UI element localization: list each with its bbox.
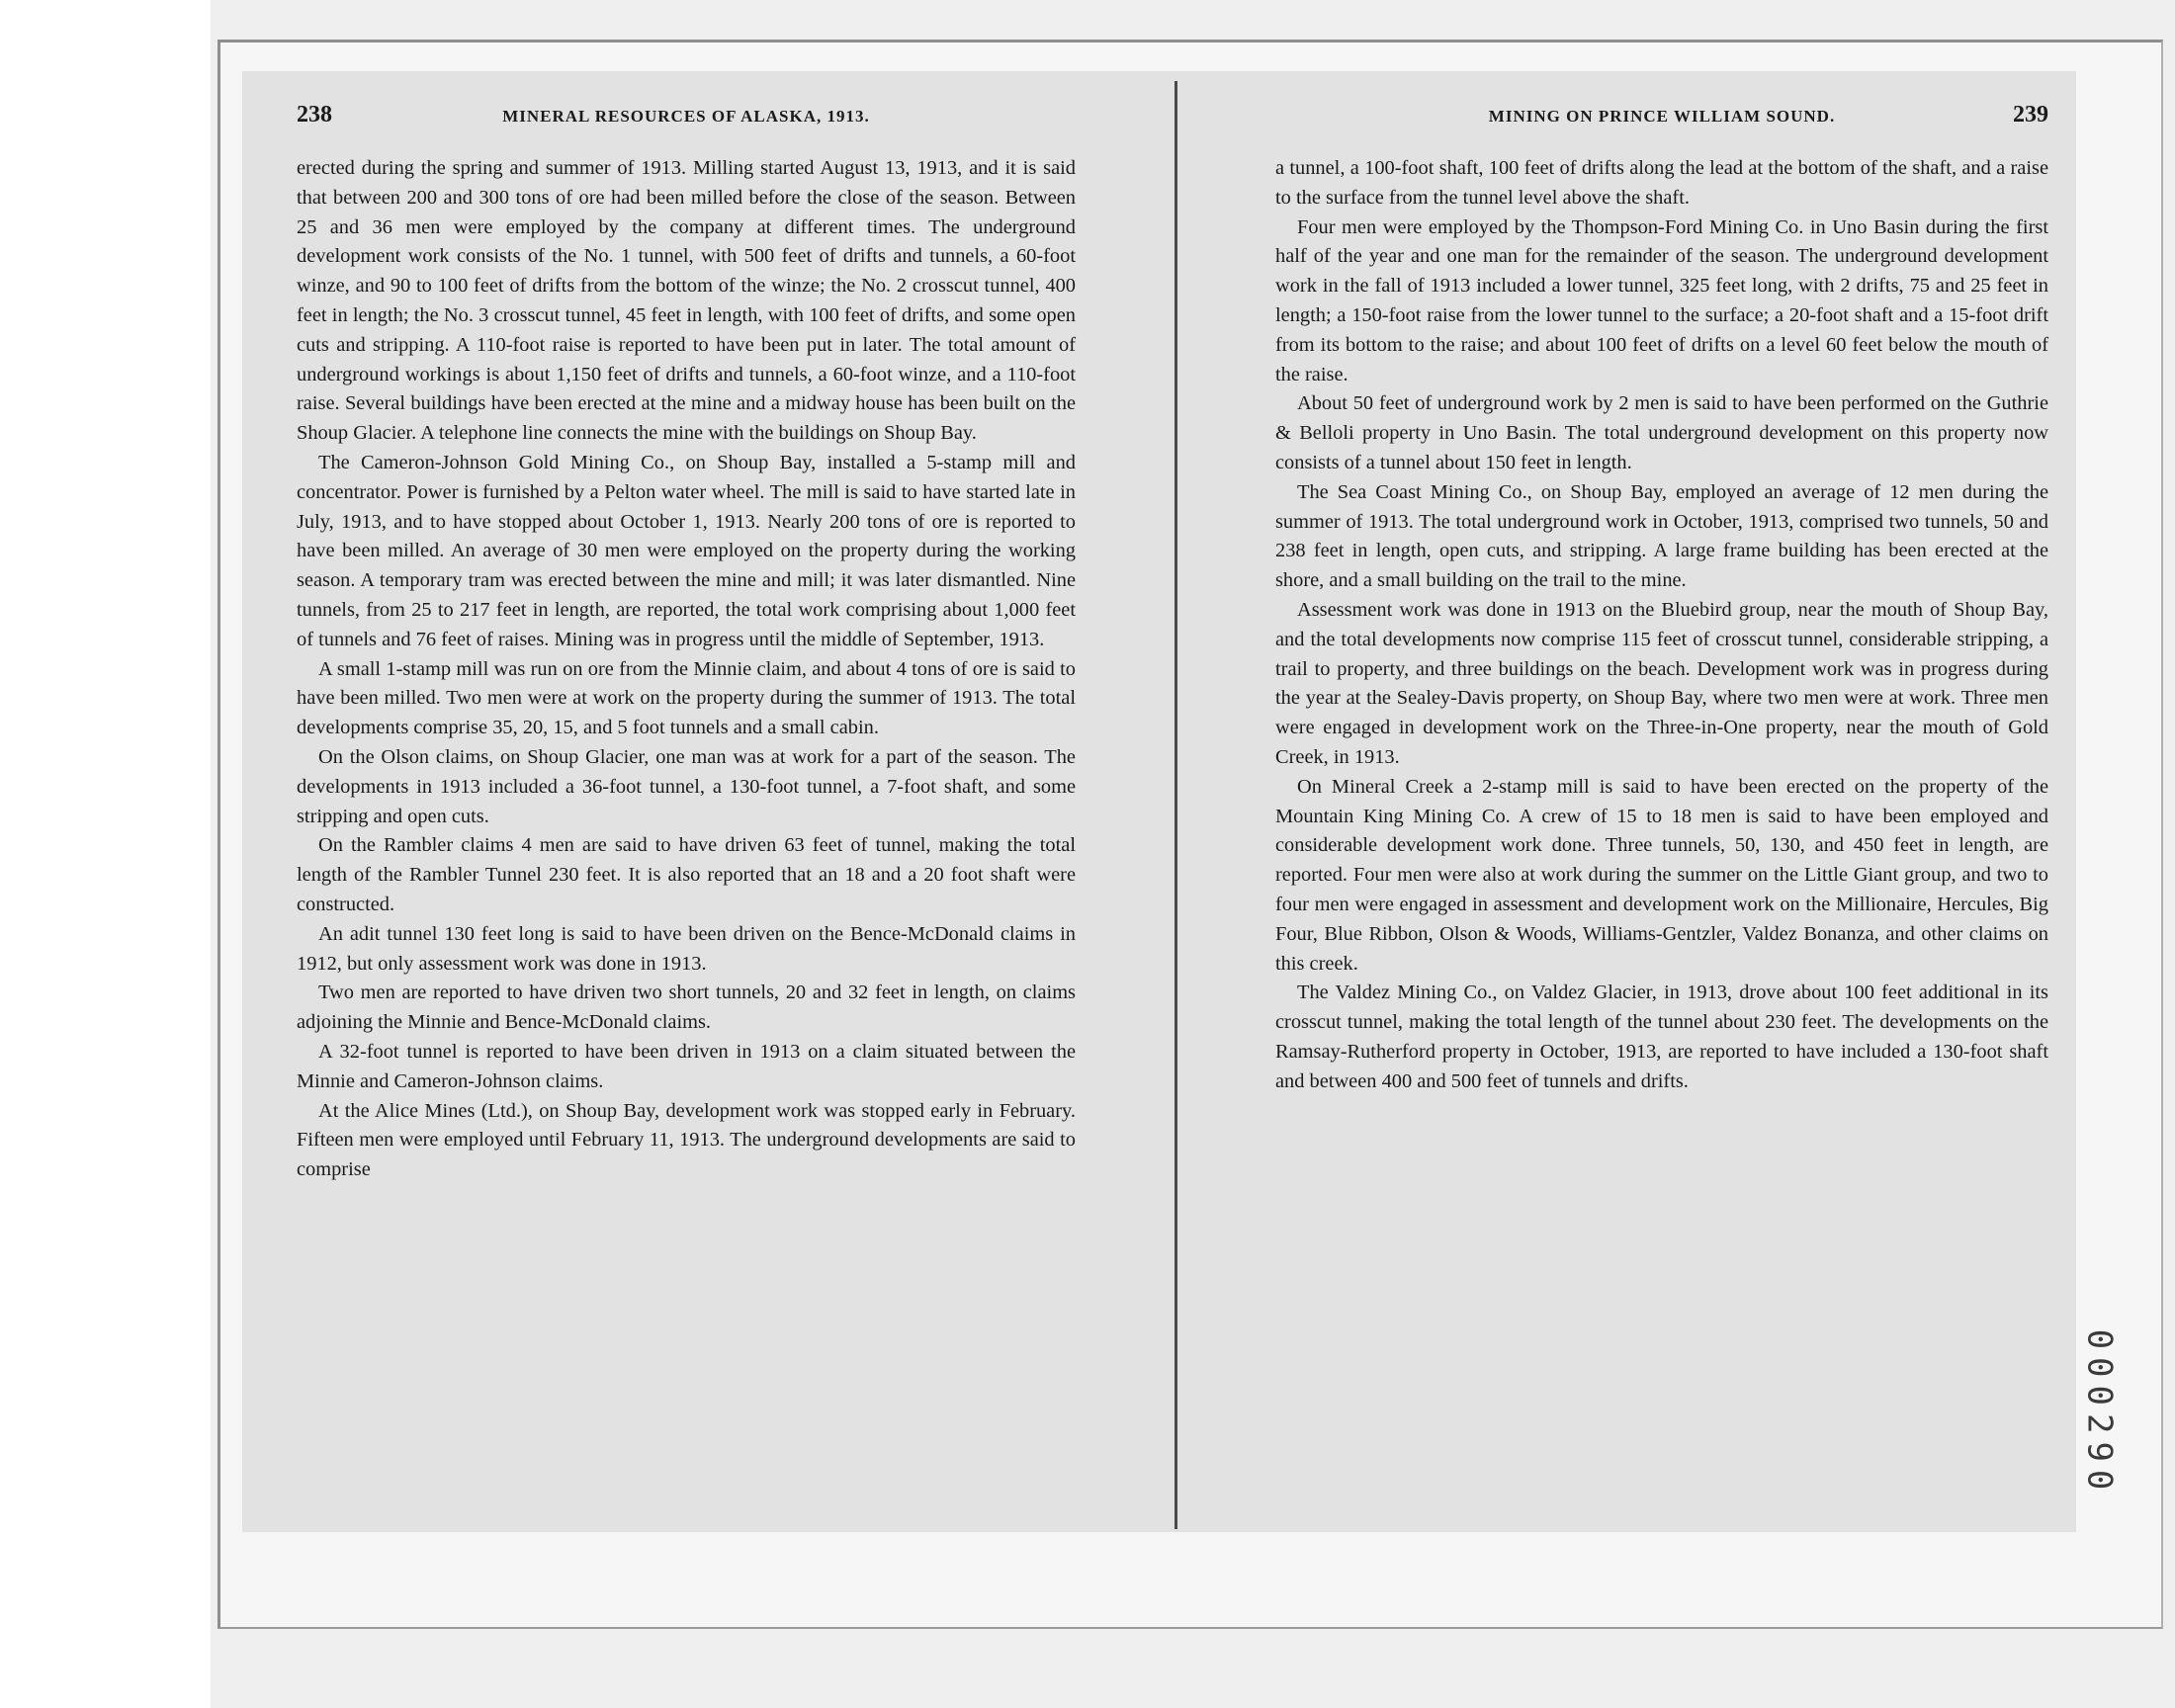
left-page-header <box>297 102 1076 131</box>
paragraph: The Cameron-Johnson Gold Mining Co., on Shoup Bay, installed a 5-stamp mill and concentrator. Power is furnished by a Pelton water wheel. The mill is said to have started late in July, 1913, and to have stopped about October 1, 1913. Nearly 200 tons of ore is reported to have been milled. An average of 30 men were employed on the property during the working season. A temporary tram was erected between the mine and mill; it was later dismantled. Nine tunnels, from 25 to 217 feet in length, are reported, the total work comprising about 1,000 feet of tunnels and 76 feet of raises. Mining was in progress until the middle of September, 1913. <box>297 451 1076 650</box>
right-page-body <box>1275 154 2048 1097</box>
paragraph: A small 1-stamp mill was run on ore from the Minnie claim, and about 4 tons of ore is said to have been milled. Two men were at work on the property during the summer of 1913. The total developments comprise 35, 20, 15, and 5 foot tunnels and a small cabin. <box>297 657 1076 739</box>
paragraph: The Sea Coast Mining Co., on Shoup Bay, employed an average of 12 men during the summer of 1913. The total underground work in October, 1913, comprised two tunnels, 50 and 238 feet in length, open cuts, and stripping. A large frame building has been erected at the shore, and a small building on the trail to the mine. <box>1275 480 2048 592</box>
right-page-header <box>1275 102 2048 131</box>
frame-number: 000290 <box>2079 1328 2120 1498</box>
paragraph: On Mineral Creek a 2-stamp mill is said to have been erected on the property of the Mountain King Mining Co. A crew of 15 to 18 men is said to have been employed and considerable development work done. Three tunnels, 50, 130, and 450 feet in length, are reported. Four men were also at work during the summer on the Little Giant group, and two to four men were engaged in assessment and development work on the Millionaire, Hercules, Big Four, Blue Ribbon, Olson & Woods, Williams-Gentzler, Valdez Bonanza, and other claims on this creek. <box>1275 775 2048 975</box>
paragraph: At the Alice Mines (Ltd.), on Shoup Bay, development work was stopped early in February. Fifteen men were employed until February 11, 1913. The underground developments are said to comprise <box>297 1099 1076 1181</box>
left-page-number: 238 <box>297 102 332 128</box>
frame-number-stamp <box>2074 1315 2124 1512</box>
right-running-head: MINING ON PRINCE WILLIAM SOUND. <box>1488 107 1836 126</box>
left-page-body <box>297 154 1076 1185</box>
paragraph: erected during the spring and summer of 1913. Milling started August 13, 1913, and it is said that between 200 and 300 tons of ore had been milled before the close of the season. Between 25 and 36 men were employed by the company at different times. The underground development work consists of the No. 1 tunnel, with 500 feet of drifts and tunnels, a 60-foot winze, and 90 to 100 feet of drifts from the bottom of the winze; the No. 2 crosscut tunnel, 400 feet in length; the No. 3 crosscut tunnel, 45 feet in length, with 100 feet of drifts, and some open cuts and stripping. A 110-foot raise is reported to have been put in later. The total amount of underground workings is about 1,150 feet of drifts and tunnels, a 60-foot winze, and a 110-foot raise. Several buildings have been erected at the mine and a midway house has been built on the Shoup Glacier. A telephone line connects the mine with the buildings on Shoup Bay. <box>297 157 1076 445</box>
paragraph: About 50 feet of underground work by 2 men is said to have been performed on the Guthrie & Belloli property in Uno Basin. The total underground development on this property now consists of a tunnel about 150 feet in length. <box>1275 392 2048 473</box>
paragraph: Two men are reported to have driven two short tunnels, 20 and 32 feet in length, on claims adjoining the Minnie and Bence-McDonald claims. <box>297 982 1076 1034</box>
paragraph: Assessment work was done in 1913 on the Bluebird group, near the mouth of Shoup Bay, and the total developments now comprise 115 feet of crosscut tunnel, considerable stripping, a trail to property, and three buildings on the beach. Development work was in progress during the year at the Sealey-Davis property, on Shoup Bay, where two men were at work. Three men were engaged in development work on the Three-in-One property, near the mouth of Gold Creek, in 1913. <box>1275 598 2048 768</box>
right-page-number: 239 <box>2013 102 2048 128</box>
page-gutter <box>1174 81 1177 1529</box>
paragraph: An adit tunnel 130 feet long is said to have been driven on the Bence-McDonald claims in 1912, but only assessment work was done in 1913. <box>297 922 1076 975</box>
paragraph: On the Rambler claims 4 men are said to have driven 63 feet of tunnel, making the total length of the Rambler Tunnel 230 feet. It is also reported that an 18 and a 20 foot shaft were constructed. <box>297 834 1076 915</box>
paragraph: On the Olson claims, on Shoup Glacier, one man was at work for a part of the season. The developments in 1913 included a 36-foot tunnel, a 130-foot tunnel, a 7-foot shaft, and some stripping and open cuts. <box>297 745 1076 827</box>
paragraph: Four men were employed by the Thompson-Ford Mining Co. in Uno Basin during the first half of the year and one man for the remainder of the season. The underground development work in the fall of 1913 included a lower tunnel, 325 feet long, with 2 drifts, 75 and 25 feet in length; a 150-foot raise from the lower tunnel to the surface; a 20-foot shaft and a 15-foot drift from its bottom to the raise; and about 100 feet of drifts on a level 60 feet below the mouth of the raise. <box>1275 215 2048 385</box>
left-running-head: MINERAL RESOURCES OF ALASKA, 1913. <box>502 107 870 126</box>
paragraph: The Valdez Mining Co., on Valdez Glacier, in 1913, drove about 100 feet additional in its crosscut tunnel, making the total length of the tunnel about 230 feet. The developments on the Ramsay-Rutherford property in October, 1913, are reported to have included a 130-foot shaft and between 400 and 500 feet of tunnels and drifts. <box>1275 982 2048 1092</box>
paragraph: A 32-foot tunnel is reported to have been driven in 1913 on a claim situated between the Minnie and Cameron-Johnson claims. <box>297 1040 1076 1092</box>
paragraph: a tunnel, a 100-foot shaft, 100 feet of drifts along the lead at the bottom of the shaft, and a raise to the surface from the tunnel level above the shaft. <box>1275 157 2048 209</box>
